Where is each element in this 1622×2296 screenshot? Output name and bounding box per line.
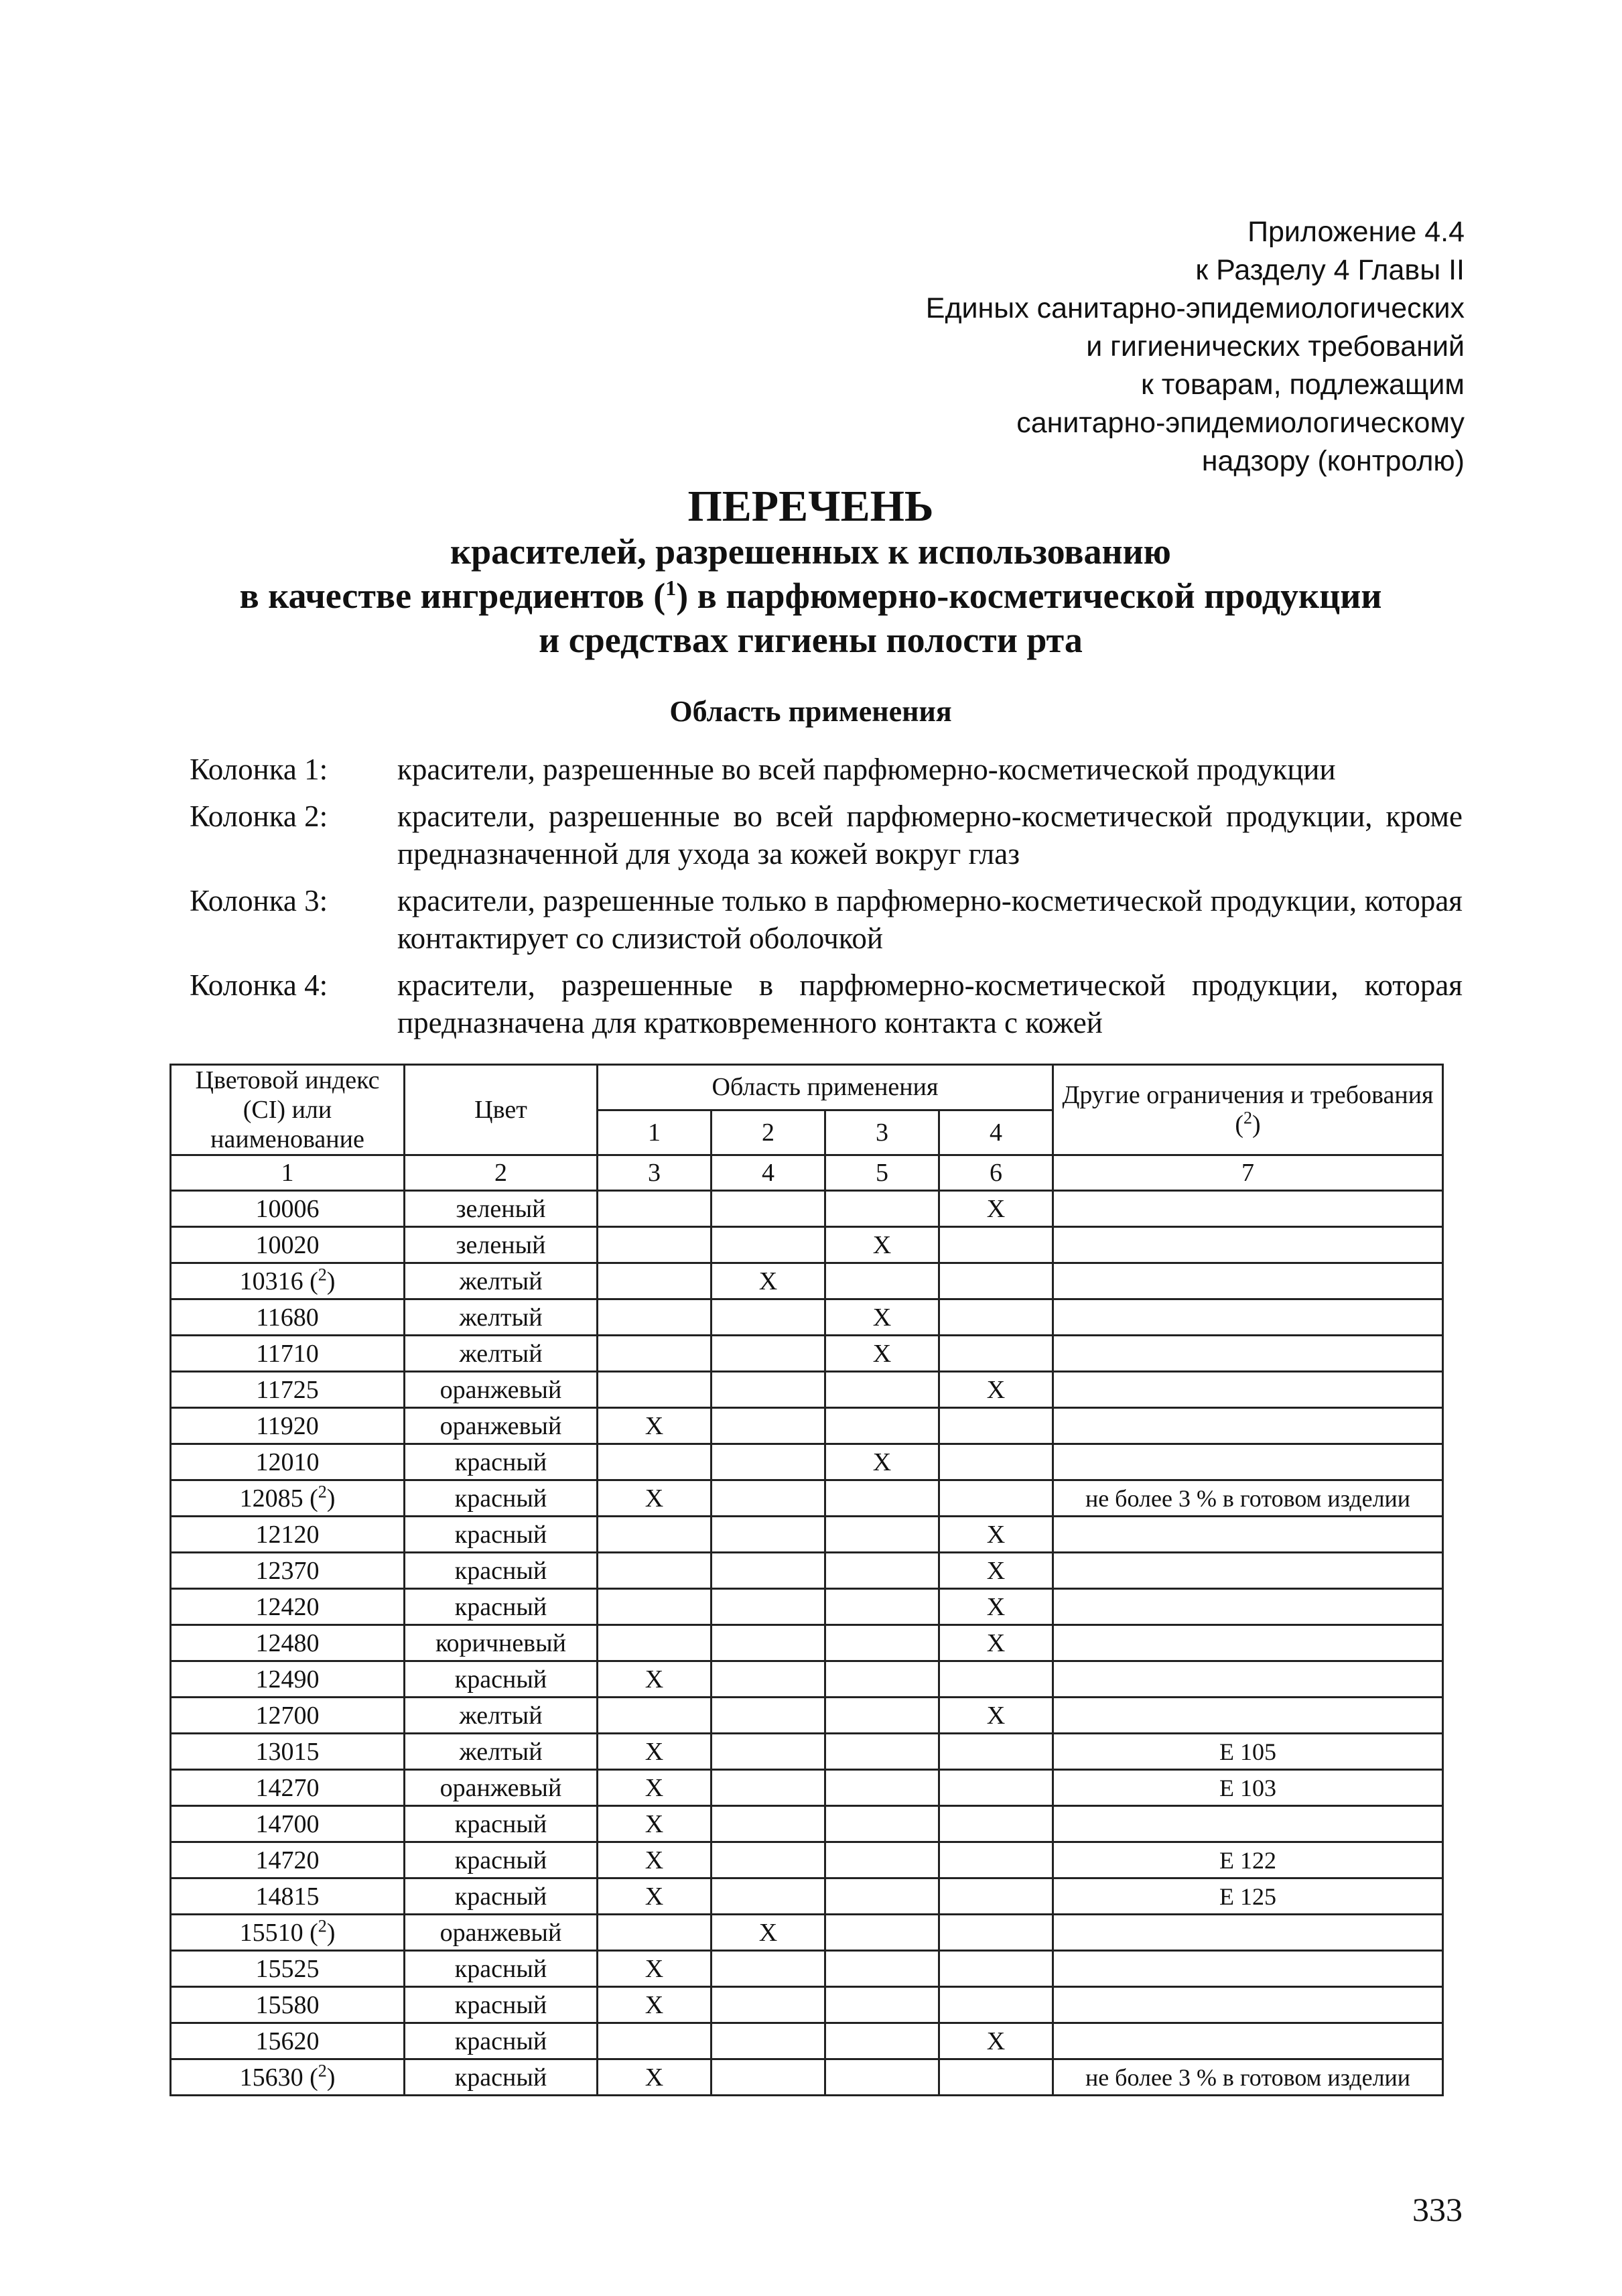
ci-cell [171,1227,405,1263]
color-cell: красный [405,1589,598,1625]
footnote-ref: 2 [318,2060,327,2080]
other-requirements-cell [1053,1263,1443,1299]
subtitle-line-2-pre: в качестве ингредиентов ( [239,576,666,616]
scope-2-cell [712,1480,825,1517]
scope-1-cell [598,1191,712,1227]
scope-1-cell [598,1336,712,1372]
color-cell: красный [405,1878,598,1915]
scope-2-cell [712,1734,825,1770]
ci-value: 14815 [255,1882,320,1911]
ci-cell [171,1951,405,1987]
scope-2-cell [712,1589,825,1625]
other-requirements-cell: E 122 [1053,1842,1443,1878]
scope-4-cell: X [939,1698,1053,1734]
ci-cell [171,1698,405,1734]
ci-value: 14720 [255,1846,320,1874]
scope-3-cell [825,1698,939,1734]
scope-1-cell: X [598,1842,712,1878]
scope-3-cell [825,1480,939,1517]
scope-2-cell: X [712,1915,825,1951]
ci-value: 12480 [255,1629,320,1657]
appendix-reference [661,213,1465,481]
ci-cell [171,2023,405,2059]
scope-4-cell [939,1336,1053,1372]
scope-2-cell [712,1625,825,1661]
document-title: ПЕРЕЧЕНЬ [687,482,934,531]
table-row [171,1517,1443,1553]
appendix-line: санитарно-эпидемиологическому [1016,407,1465,439]
footnote-ref: 2 [318,1481,327,1501]
column-number: 1 [171,1155,405,1191]
other-requirements-cell [1053,1625,1443,1661]
scope-3-cell: X [825,1336,939,1372]
scope-2-cell [712,1299,825,1336]
column-number: 6 [939,1155,1053,1191]
color-cell: красный [405,1661,598,1698]
scope-3-cell [825,1372,939,1408]
appendix-line: Приложение 4.4 [1247,216,1465,248]
header-other-text: Другие ограничения и требования ( [1062,1081,1434,1139]
scope-2-cell [712,1191,825,1227]
color-cell: оранжевый [405,1408,598,1444]
ci-cell [171,1408,405,1444]
other-requirements-cell [1053,1915,1443,1951]
color-cell: красный [405,2023,598,2059]
subtitle-line-2-post: ) в парфюмерно-косметической продукции [676,576,1382,616]
ci-cell [171,1589,405,1625]
column-text: красители, разрешенные только в парфюмерно-косметической продукции, которая контактирует со слизистой оболочкой [397,884,1463,955]
scope-3-cell [825,1915,939,1951]
column-label: Колонка 2: [190,800,328,833]
ci-cell [171,1444,405,1480]
color-cell: красный [405,1951,598,1987]
ci-cell [171,1987,405,2023]
other-requirements-cell [1053,1553,1443,1589]
color-cell: оранжевый [405,1372,598,1408]
scope-3-cell [825,2023,939,2059]
color-cell: красный [405,1444,598,1480]
color-cell: оранжевый [405,1915,598,1951]
scope-3-cell: X [825,1227,939,1263]
scope-2-cell [712,1553,825,1589]
table-row [171,2059,1443,2096]
scope-1-cell [598,1372,712,1408]
scope-3-cell [825,1951,939,1987]
column-label: Колонка 1: [190,753,328,786]
table-row [171,1698,1443,1734]
scope-4-cell: X [939,1589,1053,1625]
header-scope-4: 4 [939,1110,1053,1155]
scope-3-cell [825,1625,939,1661]
scope-2-cell [712,1444,825,1480]
ci-cell [171,1806,405,1842]
colorants-table [170,1064,1444,2096]
ci-cell [171,1191,405,1227]
scope-4-cell [939,1770,1053,1806]
other-requirements-cell [1053,1444,1443,1480]
ci-cell [171,1770,405,1806]
scope-1-cell: X [598,1987,712,2023]
column-text: красители, разрешенные во всей парфюмерно-косметической продукции [397,753,1336,786]
scope-4-cell [939,1878,1053,1915]
scope-4-cell [939,1842,1053,1878]
table-row [171,1770,1443,1806]
scope-4-cell [939,2059,1053,2096]
header-scope-1: 1 [598,1110,712,1155]
header-color: Цвет [405,1065,598,1155]
ci-value: 11725 [256,1375,319,1404]
column-number: 4 [712,1155,825,1191]
scope-3-cell [825,1263,939,1299]
ci-cell [171,1480,405,1517]
scope-2-cell [712,1806,825,1842]
color-cell: коричневый [405,1625,598,1661]
scope-3-cell [825,1553,939,1589]
table-row [171,1842,1443,1878]
other-requirements-cell [1053,1336,1443,1372]
table-row [171,1553,1443,1589]
ci-cell [171,1915,405,1951]
scope-3-cell [825,1987,939,2023]
scope-4-cell [939,1987,1053,2023]
table-row [171,1263,1443,1299]
ci-cell [171,1517,405,1553]
other-requirements-cell [1053,1372,1443,1408]
scope-4-cell [939,1227,1053,1263]
table-row [171,1191,1443,1227]
scope-3-cell: X [825,1444,939,1480]
ci-cell [171,1842,405,1878]
ci-cell [171,1625,405,1661]
ci-value: 12370 [255,1556,320,1585]
scope-4-cell: X [939,1625,1053,1661]
scope-4-cell [939,1661,1053,1698]
column-description [190,966,1463,1041]
ci-value: 15525 [255,1954,320,1983]
scope-3-cell [825,2059,939,2096]
scope-2-cell [712,1878,825,1915]
scope-4-cell [939,1299,1053,1336]
table-row [171,1408,1443,1444]
scope-heading: Область применения [669,695,952,728]
scope-2-cell [712,1770,825,1806]
scope-2-cell [712,1842,825,1878]
other-requirements-cell: не более 3 % в готовом изделии [1053,1480,1443,1517]
scope-1-cell: X [598,1734,712,1770]
color-cell: красный [405,1480,598,1517]
scope-4-cell [939,1806,1053,1842]
ci-cell [171,1299,405,1336]
column-label: Колонка 4: [190,968,328,1002]
ci-value: 11920 [256,1411,319,1440]
scope-1-cell: X [598,2059,712,2096]
table-row [171,1444,1443,1480]
table-row [171,1336,1443,1372]
table-row [171,1299,1443,1336]
other-requirements-cell [1053,2023,1443,2059]
scope-1-cell [598,1263,712,1299]
color-cell: желтый [405,1263,598,1299]
header-ci: Цветовой индекс (CI) или наименование [171,1065,405,1155]
column-number-row [171,1155,1443,1191]
table-row [171,1987,1443,2023]
other-requirements-cell: не более 3 % в готовом изделии [1053,2059,1443,2096]
column-description [190,882,1463,957]
ci-value: 11680 [256,1303,319,1332]
ci-cell [171,1553,405,1589]
appendix-line: надзору (контролю) [1201,445,1465,477]
ci-value: 12010 [255,1448,320,1476]
ci-value: 12120 [255,1520,320,1549]
color-cell: красный [405,1517,598,1553]
column-number: 2 [405,1155,598,1191]
scope-3-cell [825,1191,939,1227]
scope-4-cell: X [939,1372,1053,1408]
ci-cell [171,1372,405,1408]
scope-1-cell: X [598,1770,712,1806]
scope-1-cell [598,1698,712,1734]
other-requirements-cell [1053,1698,1443,1734]
ci-paren: ) [326,2063,336,2092]
column-number: 5 [825,1155,939,1191]
scope-1-cell [598,1589,712,1625]
table-row [171,1661,1443,1698]
other-requirements-cell: E 105 [1053,1734,1443,1770]
scope-2-cell [712,1517,825,1553]
header-scope-3: 3 [825,1110,939,1155]
scope-1-cell: X [598,1806,712,1842]
ci-value: 15630 ( [239,2063,318,2092]
scope-2-cell [712,1987,825,2023]
other-requirements-cell [1053,1589,1443,1625]
scope-4-cell [939,1915,1053,1951]
ci-value: 10020 [255,1230,320,1259]
scope-3-cell: X [825,1299,939,1336]
scope-1-cell: X [598,1480,712,1517]
scope-4-cell: X [939,1517,1053,1553]
other-requirements-cell [1053,1951,1443,1987]
ci-paren: ) [326,1267,336,1295]
table-row [171,1878,1443,1915]
ci-value: 12700 [255,1701,320,1730]
ci-value: 15620 [255,2027,320,2055]
scope-4-cell [939,1263,1053,1299]
subtitle-line-2 [147,574,1474,618]
scope-1-cell [598,1553,712,1589]
color-cell: красный [405,1553,598,1589]
scope-3-cell [825,1770,939,1806]
appendix-line: к товарам, подлежащим [1141,369,1465,401]
scope-2-cell [712,2059,825,2096]
scope-3-cell [825,1806,939,1842]
scope-1-cell [598,1517,712,1553]
ci-value: 15510 ( [239,1918,318,1947]
appendix-line: и гигиенических требований [1086,330,1465,363]
scope-3-cell [825,1517,939,1553]
other-requirements-cell [1053,1408,1443,1444]
scope-1-cell: X [598,1661,712,1698]
other-requirements-cell [1053,1299,1443,1336]
footnote-ref: 2 [318,1264,327,1284]
column-number: 7 [1053,1155,1443,1191]
scope-1-cell [598,1299,712,1336]
scope-1-cell [598,2023,712,2059]
other-requirements-cell [1053,1517,1443,1553]
ci-paren: ) [326,1484,336,1513]
scope-4-cell [939,1480,1053,1517]
other-requirements-cell [1053,1806,1443,1842]
table-row [171,1589,1443,1625]
color-cell: желтый [405,1734,598,1770]
header-other [1053,1065,1443,1155]
scope-4-cell: X [939,2023,1053,2059]
scope-1-cell [598,1227,712,1263]
header-scope-2: 2 [712,1110,825,1155]
table-row [171,1480,1443,1517]
color-cell: желтый [405,1299,598,1336]
column-text: красители, разрешенные в парфюмерно-косметической продукции, которая предназначена для кратковременного контакта с кожей [397,968,1463,1039]
ci-cell [171,1878,405,1915]
color-cell: красный [405,2059,598,2096]
scope-3-cell [825,1734,939,1770]
ci-value: 12490 [255,1665,320,1694]
scope-4-cell: X [939,1553,1053,1589]
scope-2-cell [712,1698,825,1734]
scope-1-cell: X [598,1951,712,1987]
scope-3-cell [825,1589,939,1625]
ci-value: 14700 [255,1809,320,1838]
table-row [171,1372,1443,1408]
document-subtitle [147,529,1474,662]
scope-1-cell: X [598,1878,712,1915]
other-requirements-cell: E 103 [1053,1770,1443,1806]
ci-cell [171,1661,405,1698]
column-descriptions [190,751,1463,1051]
other-requirements-cell [1053,1227,1443,1263]
table-row [171,1734,1443,1770]
scope-2-cell [712,1227,825,1263]
column-number: 3 [598,1155,712,1191]
table-row [171,1915,1443,1951]
table-row [171,1951,1443,1987]
scope-3-cell [825,1408,939,1444]
ci-value: 11710 [256,1339,319,1368]
column-description [190,798,1463,873]
column-description [190,751,1463,788]
scope-2-cell [712,1661,825,1698]
ci-value: 15580 [255,1990,320,2019]
color-cell: зеленый [405,1227,598,1263]
footnote-ref-2: 2 [1243,1108,1252,1128]
scope-1-cell: X [598,1408,712,1444]
ci-value: 13015 [255,1737,320,1766]
ci-value: 12085 ( [239,1484,318,1513]
footnote-ref: 2 [318,1915,327,1935]
scope-1-cell [598,1444,712,1480]
other-requirements-cell [1053,1987,1443,2023]
scope-4-cell [939,1408,1053,1444]
other-requirements-cell [1053,1661,1443,1698]
appendix-line: Единых санитарно-эпидемиологических [925,292,1465,324]
scope-4-cell [939,1444,1053,1480]
ci-value: 10006 [255,1194,320,1223]
table-row [171,1625,1443,1661]
other-requirements-cell [1053,1191,1443,1227]
table-row [171,2023,1443,2059]
page-number: 333 [1412,2191,1463,2228]
ci-cell [171,2059,405,2096]
ci-value: 12420 [255,1592,320,1621]
scope-2-cell [712,2023,825,2059]
ci-cell [171,1336,405,1372]
color-cell: желтый [405,1336,598,1372]
footnote-ref-1: 1 [665,576,677,600]
subtitle-line-3: и средствах гигиены полости рта [539,620,1083,660]
color-cell: красный [405,1987,598,2023]
scope-2-cell: X [712,1263,825,1299]
scope-3-cell [825,1878,939,1915]
color-cell: зеленый [405,1191,598,1227]
ci-paren: ) [326,1918,336,1947]
ci-value: 10316 ( [239,1267,318,1295]
scope-1-cell [598,1915,712,1951]
scope-2-cell [712,1372,825,1408]
color-cell: оранжевый [405,1770,598,1806]
scope-4-cell [939,1951,1053,1987]
color-cell: красный [405,1806,598,1842]
other-requirements-cell: E 125 [1053,1878,1443,1915]
table-row [171,1227,1443,1263]
scope-2-cell [712,1951,825,1987]
column-label: Колонка 3: [190,884,328,917]
scope-4-cell: X [939,1191,1053,1227]
ci-cell [171,1734,405,1770]
color-cell: красный [405,1842,598,1878]
column-text: красители, разрешенные во всей парфюмерно-косметической продукции, кроме предназначенной для ухода за кожей вокруг глаз [397,800,1463,871]
ci-cell [171,1263,405,1299]
scope-3-cell [825,1842,939,1878]
scope-2-cell [712,1336,825,1372]
scope-3-cell [825,1661,939,1698]
scope-1-cell [598,1625,712,1661]
scope-4-cell [939,1734,1053,1770]
ci-value: 14270 [255,1773,320,1802]
appendix-line: к Разделу 4 Главы II [1195,254,1465,286]
table-row [171,1806,1443,1842]
subtitle-line-1: красителей, разрешенных к использованию [450,531,1171,572]
scope-2-cell [712,1408,825,1444]
color-cell: желтый [405,1698,598,1734]
header-other-close: ) [1252,1110,1261,1139]
header-scope: Область применения [598,1065,1053,1110]
